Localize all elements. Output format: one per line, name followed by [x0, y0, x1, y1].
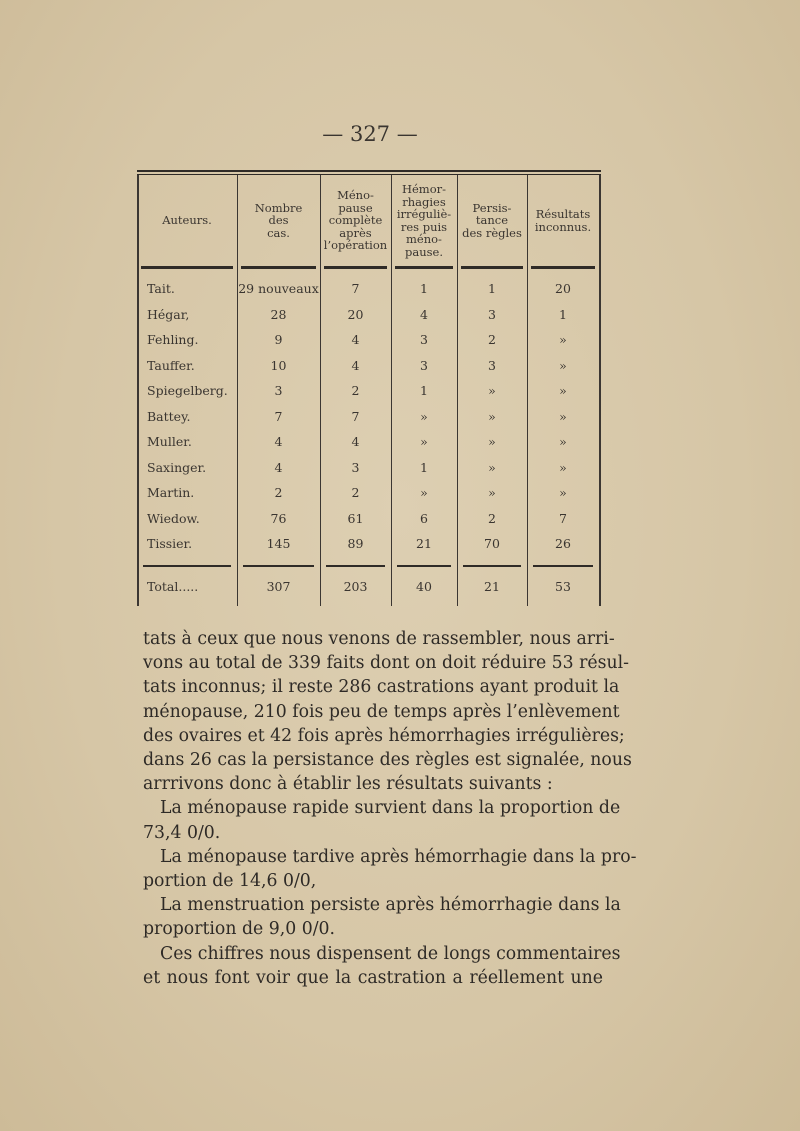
table-cell-cases: 3 [274, 383, 283, 398]
header-line: rhagies [402, 194, 446, 209]
total-rule [326, 565, 385, 567]
table-cell-unknown: 1 [559, 306, 567, 322]
table-cell-persistence: » [488, 459, 496, 475]
table-cell-hemorrhage: 1 [420, 459, 428, 475]
column-header-author [140, 175, 234, 266]
table-cell-hemorrhage: 1 [420, 383, 428, 398]
table-cell-cases: 145 [266, 536, 291, 551]
total-cell-menopause: 203 [343, 579, 368, 594]
text-line: arrrivons donc à établir les résultats suivants : [143, 774, 553, 795]
column-header-unknown [530, 175, 596, 266]
header-rule [141, 266, 233, 269]
table-cell-persistence: 70 [484, 536, 500, 551]
table-cell-menopause: 4 [351, 357, 360, 373]
text-line: La ménopause rapide survient dans la proportion de [160, 798, 621, 819]
text-line: vons au total de 339 faits dont on doit réduire 53 résul- [143, 653, 630, 674]
header-line: inconnus. [534, 219, 592, 234]
header-line: des [268, 213, 289, 228]
header-line: Persis- [472, 200, 512, 215]
page-number: — 327 — [322, 122, 418, 146]
table-cell-persistence: » [488, 434, 496, 449]
table-cell-author: Battey. [147, 408, 191, 424]
table-cell-persistence: » [488, 408, 496, 424]
text-line: et nous font voir que la castration a réellement une [143, 967, 603, 988]
text-line: des ovaires et 42 fois après hémorrhagies irrégulières; [143, 725, 625, 746]
header-line: pause [338, 200, 373, 215]
table-cell-hemorrhage: 21 [416, 536, 432, 551]
header-line: Résultats [535, 207, 591, 221]
text-line: tats inconnus; il reste 286 castrations ayant produit la [143, 677, 620, 698]
text-line: dans 26 cas la persistance des règles est signalée, nous [143, 750, 632, 771]
table-cell-unknown: » [559, 434, 567, 449]
table-cell-menopause: 2 [351, 383, 360, 398]
table-cell-persistence: 3 [488, 357, 496, 373]
total-cell-hemorrhage: 40 [416, 579, 432, 594]
header-line: Nombre [254, 200, 303, 215]
header-line: pause. [404, 244, 443, 259]
text-line: ménopause, 210 fois peu de temps après l’enlèvement [143, 701, 620, 722]
table-cell-author: Wiedow. [147, 510, 200, 526]
table-cell-hemorrhage: » [420, 408, 428, 424]
table-cell-unknown: » [559, 459, 567, 475]
total-cell-unknown: 53 [555, 579, 571, 594]
total-rule [533, 565, 593, 567]
table-cell-cases: 7 [274, 408, 283, 424]
text-line: proportion de 9,0 0/0. [143, 919, 336, 940]
table-cell-cases: 9 [274, 332, 283, 347]
header-line: cas. [267, 225, 290, 240]
table-cell-persistence: 2 [488, 332, 496, 347]
table-cell-menopause: 61 [347, 510, 364, 526]
table-cell-menopause: 4 [351, 332, 360, 347]
table-cell-menopause: 2 [351, 485, 360, 500]
table-cell-unknown: 26 [555, 536, 571, 551]
header-line: irréguliè- [396, 207, 452, 221]
header-line: l’opération [323, 238, 388, 253]
table-cell-persistence: » [488, 485, 496, 500]
table-cell-unknown: » [559, 408, 567, 424]
table-cell-cases: 4 [274, 459, 283, 475]
table-cell-hemorrhage: 6 [420, 510, 428, 526]
table-cell-hemorrhage: 1 [420, 281, 428, 296]
total-rule [463, 565, 521, 567]
table-cell-cases: 29 nouveaux [238, 281, 319, 296]
table-cell-author: Fehling. [147, 332, 199, 347]
column-divider [137, 175, 139, 606]
text-line: 73,4 0/0. [143, 822, 221, 843]
table-cell-persistence: 3 [488, 306, 496, 322]
table-cell-hemorrhage: 4 [420, 306, 428, 322]
header-rule [324, 266, 387, 269]
table-cell-menopause: 89 [347, 536, 364, 551]
table-cell-hemorrhage: » [420, 485, 428, 500]
table-cell-cases: 2 [274, 485, 283, 500]
table-cell-author: Spiegelberg. [147, 383, 228, 398]
table-cell-author: Tissier. [147, 536, 193, 551]
text-line: portion de 14,6 0/0, [143, 871, 317, 892]
text-line: La menstruation persiste après hémorrhagie dans la [160, 895, 621, 916]
column-divider [599, 175, 601, 606]
table-cell-persistence: » [488, 383, 496, 398]
total-rule [243, 565, 314, 567]
header-line: res puis [400, 219, 448, 234]
header-line: complète [328, 213, 383, 228]
text-line: tats à ceux que nous venons de rassembler, nous arri- [143, 629, 615, 649]
table-cell-author: Tait. [147, 281, 175, 296]
table-cell-unknown: » [559, 383, 567, 398]
table-cell-persistence: 2 [488, 510, 496, 526]
table-cell-cases: 76 [270, 510, 287, 526]
table-cell-author: Muller. [147, 434, 192, 449]
table-cell-unknown: » [559, 357, 567, 373]
text-line: Ces chiffres nous dispensent de longs commentaires [160, 943, 621, 964]
header-line: méno- [406, 232, 442, 246]
table-top-rule [137, 170, 601, 172]
table-cell-unknown: 7 [559, 510, 567, 526]
header-line: Hémor- [401, 182, 447, 196]
table-cell-unknown: 20 [555, 281, 571, 296]
table-cell-cases: 28 [270, 306, 287, 322]
statistics-table [137, 170, 601, 606]
table-cell-author: Martin. [147, 485, 195, 500]
header-line: Auteurs. [162, 213, 212, 228]
table-cell-author: Saxinger. [147, 459, 207, 475]
column-header-menopause [323, 175, 388, 266]
table-cell-hemorrhage: » [420, 434, 428, 449]
table-cell-menopause: 3 [351, 459, 360, 475]
header-rule [531, 266, 595, 269]
total-rule [397, 565, 451, 567]
column-header-persistence [460, 175, 524, 266]
header-rule [395, 266, 453, 269]
table-cell-cases: 4 [274, 434, 283, 449]
table-cell-hemorrhage: 3 [420, 357, 428, 373]
table-cell-unknown: » [559, 485, 567, 500]
table-cell-persistence: 1 [488, 281, 496, 296]
header-line: tance [475, 213, 509, 228]
column-header-hemorrhage [394, 175, 454, 266]
column-header-cases [240, 175, 317, 266]
total-cell-author: Total..... [147, 579, 199, 594]
table-cell-author: Hégar, [147, 306, 190, 322]
total-rule [143, 565, 231, 567]
table-cell-menopause: 7 [351, 408, 360, 424]
table-cell-author: Tauffer. [147, 357, 195, 373]
header-line: Méno- [337, 188, 374, 203]
table-cell-menopause: 7 [351, 281, 360, 296]
text-line: La ménopause tardive après hémorrhagie dans la pro- [160, 846, 637, 867]
header-line: après [339, 225, 372, 240]
header-rule [461, 266, 523, 269]
total-cell-cases: 307 [266, 579, 291, 594]
header-line: des règles [462, 225, 522, 240]
table-cell-menopause: 20 [347, 306, 364, 322]
table-cell-hemorrhage: 3 [420, 332, 428, 347]
total-cell-persistence: 21 [484, 579, 500, 594]
table-cell-menopause: 4 [351, 434, 360, 449]
header-rule [241, 266, 316, 269]
table-cell-unknown: » [559, 332, 567, 347]
table-cell-cases: 10 [270, 357, 287, 373]
body-text [143, 627, 637, 990]
